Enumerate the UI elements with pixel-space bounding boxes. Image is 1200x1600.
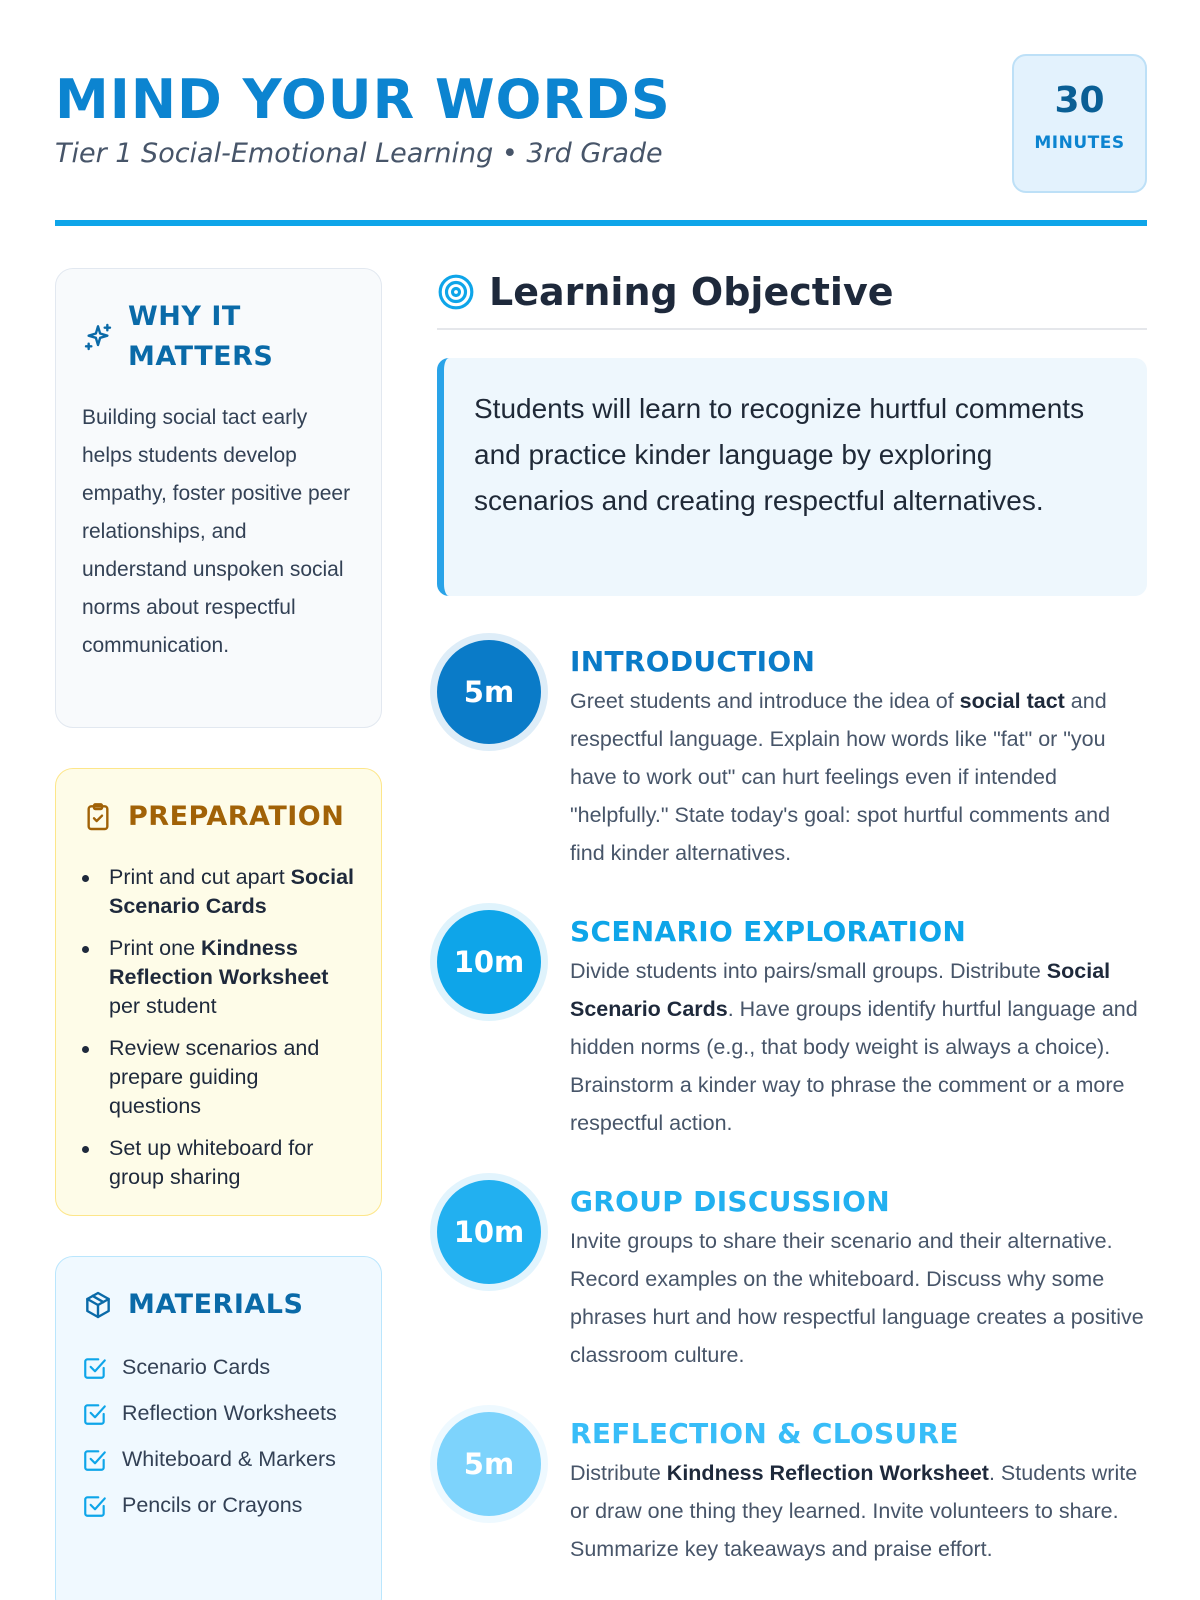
material-label: Reflection Worksheets [122,1401,337,1425]
step-title: INTRODUCTION [570,645,816,678]
header-divider [55,220,1147,226]
step-time-badge: 10m [437,910,541,1014]
objective-title: Learning Objective [489,270,894,314]
list-item [82,1489,355,1522]
why-title [128,297,273,377]
package-icon [82,1289,114,1321]
checkbox-checked-icon [82,1447,108,1473]
item-text: per student [109,994,217,1018]
step-description-text: Divide students into pairs/small groups. Distribute [570,959,1047,983]
step-time-badge: 10m [437,1180,541,1284]
preparation-title: PREPARATION [128,801,345,832]
step-description [570,1454,1147,1568]
sparkles-icon [82,321,114,353]
item-bold-text: Kindness Reflection Worksheet [109,936,329,989]
clipboard-check-icon [82,801,114,833]
checkbox-checked-icon [82,1401,108,1427]
list-item [82,1034,355,1121]
objective-heading [437,270,894,314]
page-title: MIND YOUR WORDS [55,68,671,131]
page-subtitle: Tier 1 Social-Emotional Learning • 3rd Grade [55,138,663,169]
step-description-text: Invite groups to share their scenario and their alternative. Record examples on the whiteboard. Discuss why some phrases hurt and how respectful language creates a positive classroom culture. [570,1229,1144,1367]
step-description-text: . Students write or draw one thing they learned. Invite volunteers to share. Summarize key takeaways and praise effort. [570,1461,1138,1561]
checkbox-checked-icon [82,1355,108,1381]
step-description [570,952,1147,1142]
step-description-text: Greet students and introduce the idea of [570,689,960,713]
duration-unit: MINUTES [1034,133,1125,153]
why-title-line1: WHY IT [128,301,241,332]
objective-box [437,358,1147,596]
page-header [55,52,1147,227]
why-title-line2: MATTERS [128,341,274,372]
list-item [82,1351,355,1384]
preparation-list [82,863,355,1192]
step-title: REFLECTION & CLOSURE [570,1417,959,1450]
step-description-text: and respectful language. Explain how words like "fat" or "you have to work out" can hurt feelings even if intended "helpfully." State today's goal: spot hurtful comments and find kinder alternatives. [570,689,1111,865]
list-item [82,934,355,1021]
item-text: Review scenarios and prepare guiding questions [109,1036,320,1118]
materials-card [55,1256,382,1600]
step-description-bold: Social Scenario Cards [570,959,1111,1021]
checkbox-checked-icon [82,1493,108,1519]
objective-text: Students will learn to recognize hurtful comments and practice kinder language by exploring scenarios and creating respectful alternatives. [474,393,1085,516]
list-item [82,863,355,921]
duration-badge [1012,54,1147,193]
step-time-badge: 5m [437,1412,541,1516]
step-description-text: Distribute [570,1461,667,1485]
step-title: GROUP DISCUSSION [570,1185,890,1218]
material-label: Pencils or Crayons [122,1493,303,1517]
step-description [570,1222,1147,1374]
list-item [82,1443,355,1476]
step-description [570,682,1147,872]
objective-divider [437,328,1147,330]
list-item [82,1134,355,1192]
why-it-matters-card [55,268,382,728]
item-text: Set up whiteboard for group sharing [109,1136,314,1189]
why-text: Building social tact early helps students develop empathy, foster positive peer relationships, and understand unspoken social norms about respectful communication. [82,406,351,657]
step-title: SCENARIO EXPLORATION [570,915,967,948]
step-time-badge: 5m [437,640,541,744]
target-icon [437,273,475,311]
item-text: Print and cut apart [109,865,291,889]
item-bold-text: Social Scenario Cards [109,865,355,918]
materials-list [82,1351,355,1522]
list-item [82,1397,355,1430]
step-description-text: . Have groups identify hurtful language and hidden norms (e.g., that body weight is always a choice). Brainstorm a kinder way to phrase the comment or a more respectful action. [570,997,1138,1135]
duration-value: 30 [1054,80,1105,121]
step-description-bold: Kindness Reflection Worksheet [666,1461,989,1485]
item-text: Print one [109,936,202,960]
material-label: Whiteboard & Markers [122,1447,336,1471]
material-label: Scenario Cards [122,1355,271,1379]
step-description-bold: social tact [959,689,1065,713]
materials-title: MATERIALS [128,1289,304,1320]
preparation-card [55,768,382,1216]
